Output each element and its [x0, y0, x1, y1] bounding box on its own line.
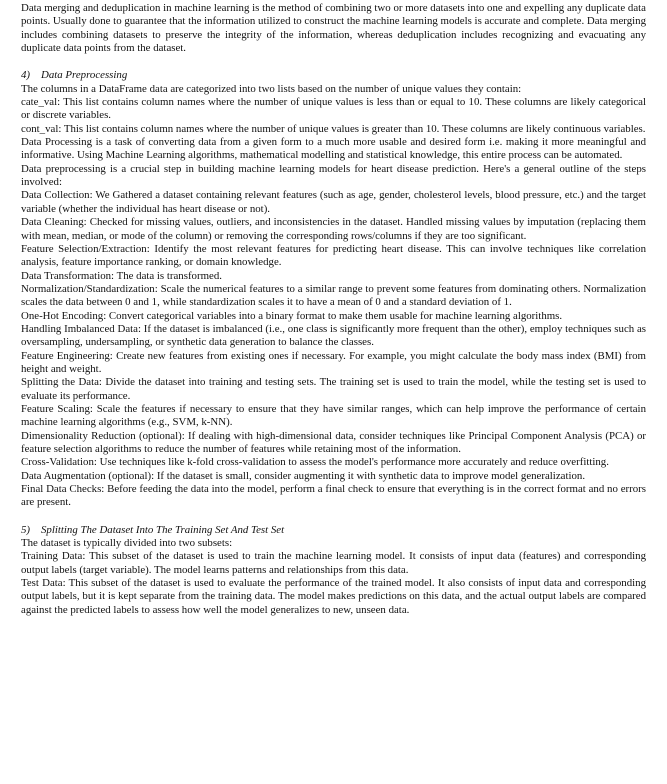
intro-paragraph: Data merging and deduplication in machine learning is the method of combining two or more datasets into one and expelling any duplicate data points. Usually done to guarantee that the information utilized to construct the machine learning models is accurate and complete. Data merging includes combining datasets to preserve the integrity of the information, whereas deduplication includes recognizing and evacuating any duplicate data points from the dataset. — [21, 2, 646, 55]
section-4-paragraph: Handling Imbalanced Data: If the dataset is imbalanced (i.e., one class is significantly more frequent than the other), employ techniques such as oversampling, undersampling, or synthetic data generation to balance the classes. — [21, 322, 646, 349]
section-5-paragraph: The dataset is typically divided into two subsets: — [21, 537, 233, 550]
section-4-title: Data Preprocessing — [41, 69, 128, 82]
section-4-paragraph: The columns in a DataFrame data are categorized into two lists based on the number of unique values they contain: — [21, 82, 522, 95]
section-5-number: 5) — [21, 523, 31, 536]
section-gap — [21, 510, 646, 524]
section-4-paragraph: Data Cleaning: Checked for missing values, outliers, and inconsistencies in the dataset. Handled missing values by imputation (replacing them with mean, median, or mode of the column) or removing the corresponding rows/columns if they are too significant. — [21, 216, 646, 242]
section-4-paragraph: Splitting the Data: Divide the dataset into training and testing sets. The training set is used to train the model, while the testing set is used to evaluate its performance. — [21, 376, 646, 402]
section-4-paragraph: Data Collection: We Gathered a dataset containing relevant features (such as age, gender, cholesterol levels, blood pressure, etc.) and the target variable (whether the individual has heart disease or not). — [21, 189, 646, 215]
section-4-paragraph: Data preprocessing is a crucial step in building machine learning models for heart disease prediction. Here's a general outline of the steps involved: — [21, 162, 646, 189]
section-4-paragraph: Cross-Validation: Use techniques like k-fold cross-validation to assess the model's performance more accurately and reduce overfitting. — [21, 456, 609, 469]
section-4-paragraph: Data Processing is a task of converting data from a given form to a much more usable and desired form i.e. making it more meaningful and informative. Using Machine Learning algorithms, mathematical modelling and statistical knowledge, this entire process can be automated. — [21, 136, 646, 162]
section-4-number: 4) — [21, 69, 31, 82]
document-page — [21, 2, 646, 617]
section-4-paragraph: Feature Engineering: Create new features from existing ones if necessary. For example, you might calculate the body mass index (BMI) from height and weight. — [21, 349, 646, 375]
section-4-paragraph: Feature Selection/Extraction: Identify the most relevant features for predicting heart disease. This can involve techniques like correlation analysis, feature importance ranking, or domain knowledge. — [21, 242, 646, 269]
section-4-paragraph: cate_val: This list contains column names where the number of unique values is less than or equal to 10. These columns are likely categorical or discrete variables. — [21, 96, 646, 122]
section-4-paragraph: One-Hot Encoding: Convert categorical variables into a binary format to make them usable for machine learning algorithms. — [21, 309, 563, 322]
section-4-paragraph: Data Transformation: The data is transformed. — [21, 269, 222, 282]
section-4-paragraph: Data Augmentation (optional): If the dataset is small, consider augmenting it with synthetic data to improve model generalization. — [21, 469, 586, 482]
section-4-paragraph: Feature Scaling: Scale the features if necessary to ensure that they have similar ranges, which can help improve the performance of certain machine learning algorithms (e.g., SVM, k-NN). — [21, 402, 646, 429]
section-5-title: Splitting The Dataset Into The Training Set And Test Set — [41, 523, 285, 536]
section-gap — [21, 55, 646, 69]
section-4-paragraph: Dimensionality Reduction (optional): If dealing with high-dimensional data, consider techniques like Principal Component Analysis (PCA) or feature selection algorithms to reduce the number of features while retaining most of the information. — [21, 429, 646, 455]
section-5-paragraph: Training Data: This subset of the dataset is used to train the machine learning model. It consists of input data (features) and corresponding output labels (target variable). The model learns patterns and relationships from this data. — [21, 550, 646, 576]
section-5-paragraph: Test Data: This subset of the dataset is used to evaluate the performance of the trained model. It also consists of input data and corresponding output labels, but it is kept separate from the training data. The model makes predictions on this data, and the actual output labels are compared against the predicted labels to assess how well the model generalizes to new, unseen data. — [21, 577, 646, 616]
section-4-paragraph: Normalization/Standardization: Scale the numerical features to a similar range to prevent some features from dominating others. Normalization scales the data between 0 and 1, while standardization scales it to have a mean of 0 and a standard deviation of 1. — [21, 282, 646, 309]
section-5-heading — [21, 524, 646, 537]
section-4-heading — [21, 69, 646, 82]
section-4-paragraph: Final Data Checks: Before feeding the data into the model, perform a final check to ensure that everything is in the correct format and no errors are present. — [21, 483, 646, 509]
section-4-paragraph: cont_val: This list contains column names where the number of unique values is greater than 10. These columns are likely continuous variables. — [21, 122, 646, 135]
